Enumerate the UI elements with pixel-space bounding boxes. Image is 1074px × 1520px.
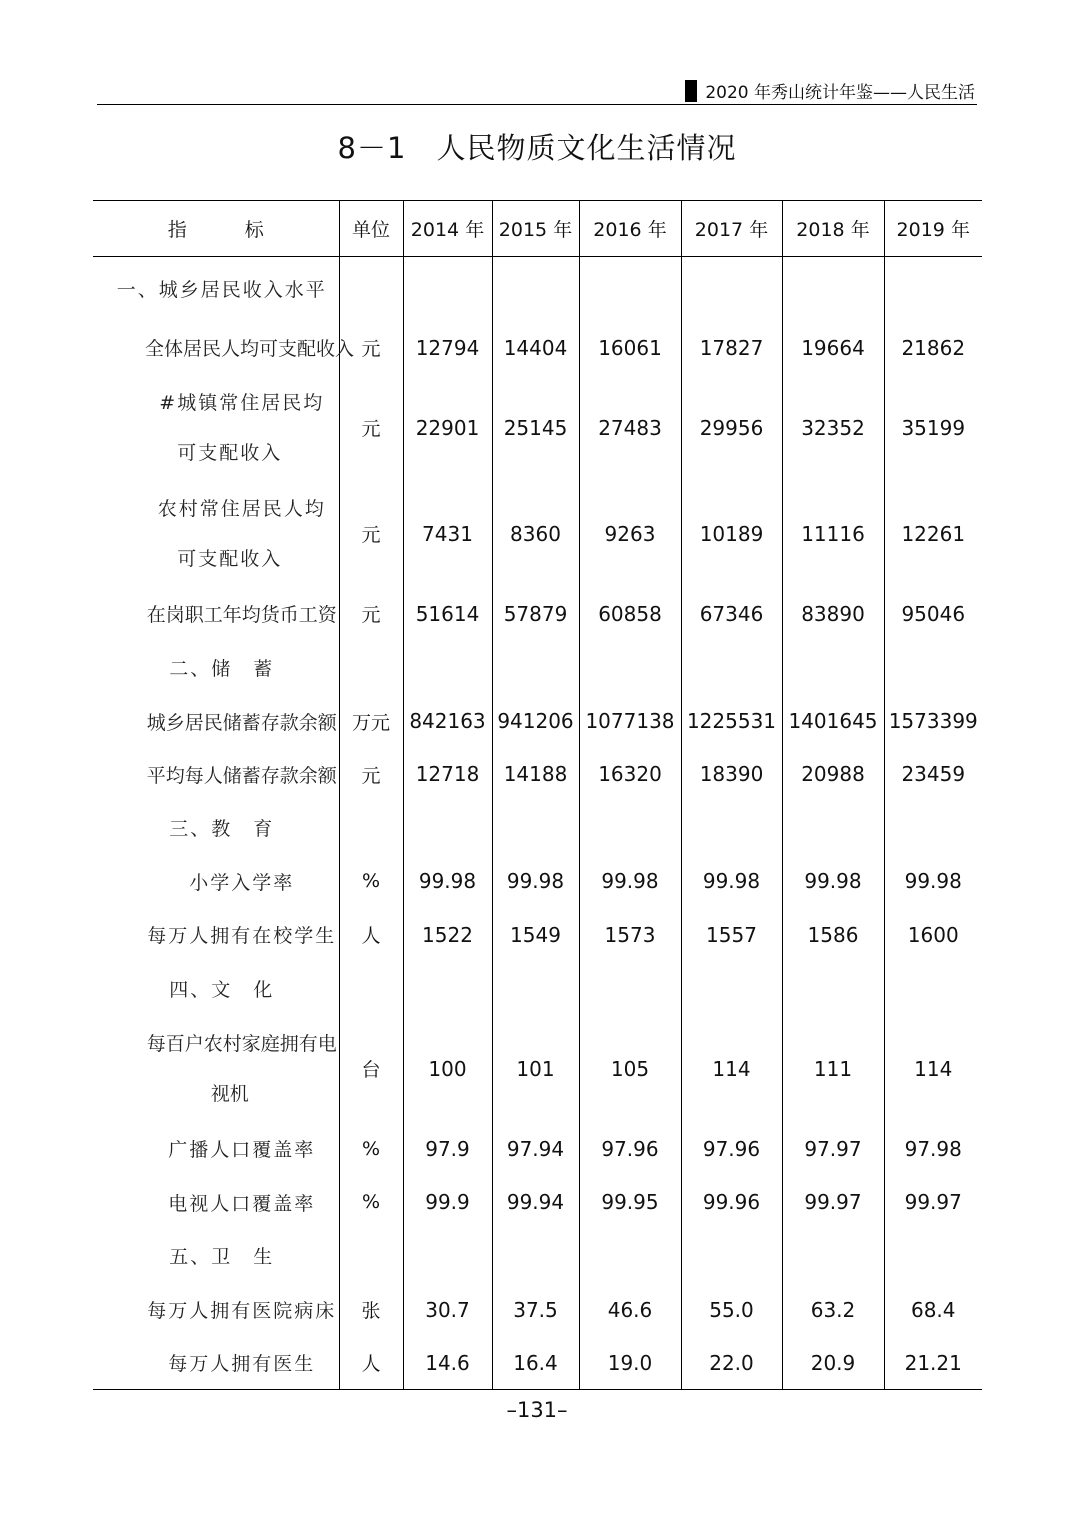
value-cell: 99.95 [579, 1176, 681, 1229]
data-table [93, 200, 982, 1390]
value-cell [782, 1229, 884, 1283]
value-cell [884, 1229, 982, 1283]
value-cell: 60858 [579, 587, 681, 641]
value-cell: 19.0 [579, 1337, 681, 1390]
unit-cell: 人 [339, 908, 403, 962]
value-cell: 99.98 [492, 855, 579, 908]
value-cell: 17827 [681, 321, 782, 375]
page-title: 8－1 人民物质文化生活情况 [337, 131, 737, 165]
section-label: 一、城乡居民收入水平 [116, 279, 327, 302]
value-cell: 35199 [884, 375, 982, 481]
value-cell [492, 257, 579, 321]
value-cell: 12794 [403, 321, 492, 375]
value-cell: 99.97 [884, 1176, 982, 1229]
value-cell: 1557 [681, 908, 782, 962]
indicator-label-line2: 可支配收入 [177, 547, 283, 570]
value-cell: 23459 [884, 748, 982, 801]
value-cell: 57879 [492, 587, 579, 641]
value-cell: 1077138 [579, 695, 681, 748]
value-cell: 99.96 [681, 1176, 782, 1229]
value-cell: 27483 [579, 375, 681, 481]
value-cell: 99.98 [884, 855, 982, 908]
table-row-section [93, 801, 982, 855]
value-cell: 51614 [403, 587, 492, 641]
header-year-2019: 2019 年 [884, 201, 982, 257]
value-cell: 14.6 [403, 1337, 492, 1390]
section-label: 五、卫 生 [169, 1246, 275, 1268]
value-cell: 97.97 [782, 1122, 884, 1176]
indicator-label: 在岗职工年均货币工资 [146, 604, 337, 626]
value-cell [884, 641, 982, 695]
indicator-label-line2: 可支配收入 [177, 441, 283, 464]
value-cell: 12261 [884, 481, 982, 587]
value-cell [492, 641, 579, 695]
value-cell [681, 801, 782, 855]
value-cell [884, 257, 982, 321]
value-cell [403, 1229, 492, 1283]
indicator-label: 广播人口覆盖率 [168, 1139, 316, 1161]
indicator-label: 小学入学率 [189, 871, 295, 894]
section-label: 三、教 育 [169, 818, 275, 840]
table-row [93, 748, 982, 801]
value-cell: 16061 [579, 321, 681, 375]
indicator-label: 每万人拥有医生 [93, 1337, 339, 1390]
value-cell [492, 801, 579, 855]
value-cell: 14188 [492, 748, 579, 801]
unit-cell: % [339, 1122, 403, 1176]
value-cell: 95046 [884, 587, 982, 641]
value-cell: 12718 [403, 748, 492, 801]
table-row [93, 1176, 982, 1229]
header-year-2017: 2017 年 [681, 201, 782, 257]
unit-cell [339, 801, 403, 855]
value-cell: 83890 [782, 587, 884, 641]
value-cell: 25145 [492, 375, 579, 481]
value-cell: 97.96 [579, 1122, 681, 1176]
unit-cell: 元 [339, 481, 403, 587]
value-cell: 29956 [681, 375, 782, 481]
value-cell: 114 [681, 1016, 782, 1122]
value-cell: 7431 [403, 481, 492, 587]
header-indicator: 指标 [93, 201, 339, 257]
indicator-label: 每万人拥有医院病床 [147, 1300, 337, 1322]
section-label: 四、文 化 [169, 979, 275, 1001]
value-cell: 8360 [492, 481, 579, 587]
indicator-label [93, 375, 339, 481]
unit-cell: % [339, 1176, 403, 1229]
value-cell: 9263 [579, 481, 681, 587]
indicator-label-line1: 每百户农村家庭拥有电 [146, 1032, 337, 1055]
value-cell: 99.98 [403, 855, 492, 908]
running-header-text [685, 78, 975, 103]
unit-cell: 元 [339, 321, 403, 375]
value-cell [579, 801, 681, 855]
value-cell: 10189 [681, 481, 782, 587]
value-cell [884, 801, 982, 855]
value-cell: 46.6 [579, 1283, 681, 1337]
value-cell: 1573399 [884, 695, 982, 748]
value-cell: 1225531 [681, 695, 782, 748]
unit-cell: 万元 [339, 695, 403, 748]
value-cell: 100 [403, 1016, 492, 1122]
indicator-label-line1: #城镇常住居民均 [159, 391, 325, 414]
value-cell: 99.9 [403, 1176, 492, 1229]
value-cell: 16.4 [492, 1337, 579, 1390]
unit-cell [339, 257, 403, 321]
value-cell [492, 1229, 579, 1283]
header-year-2014: 2014 年 [403, 201, 492, 257]
value-cell: 68.4 [884, 1283, 982, 1337]
table-header-row [93, 201, 982, 257]
value-cell [681, 641, 782, 695]
value-cell [403, 962, 492, 1016]
value-cell: 19664 [782, 321, 884, 375]
unit-cell: % [339, 855, 403, 908]
value-cell [681, 962, 782, 1016]
value-cell: 30.7 [403, 1283, 492, 1337]
table-row [93, 1337, 982, 1390]
value-cell: 14404 [492, 321, 579, 375]
value-cell: 99.98 [579, 855, 681, 908]
table-row [93, 587, 982, 641]
value-cell: 1586 [782, 908, 884, 962]
value-cell: 11116 [782, 481, 884, 587]
value-cell: 97.94 [492, 1122, 579, 1176]
value-cell: 99.98 [782, 855, 884, 908]
value-cell [782, 257, 884, 321]
table-row-section [93, 641, 982, 695]
header-bar-mark [685, 80, 697, 102]
value-cell: 20988 [782, 748, 884, 801]
value-cell: 22901 [403, 375, 492, 481]
table-row [93, 481, 982, 587]
unit-cell: 元 [339, 587, 403, 641]
value-cell: 1549 [492, 908, 579, 962]
value-cell: 97.9 [403, 1122, 492, 1176]
value-cell: 20.9 [782, 1337, 884, 1390]
table-row [93, 375, 982, 481]
value-cell: 1401645 [782, 695, 884, 748]
value-cell [884, 962, 982, 1016]
value-cell: 111 [782, 1016, 884, 1122]
indicator-label: 全体居民人均可支配收入 [145, 338, 355, 360]
value-cell [403, 801, 492, 855]
indicator-label-line1: 农村常住居民人均 [157, 497, 326, 520]
value-cell: 941206 [492, 695, 579, 748]
table-row [93, 855, 982, 908]
section-label: 二、储 蓄 [169, 658, 275, 680]
header-year-2016: 2016 年 [579, 201, 681, 257]
value-cell [403, 257, 492, 321]
value-cell [579, 257, 681, 321]
value-cell: 97.96 [681, 1122, 782, 1176]
header-unit: 单位 [339, 201, 403, 257]
table-row-section [93, 962, 982, 1016]
value-cell [782, 962, 884, 1016]
value-cell: 101 [492, 1016, 579, 1122]
unit-cell: 元 [339, 748, 403, 801]
value-cell [782, 641, 884, 695]
table-row [93, 908, 982, 962]
value-cell [782, 801, 884, 855]
page-number: –131– [506, 1398, 568, 1422]
indicator-label: 每万人拥有在校学生 [147, 925, 337, 947]
value-cell [681, 257, 782, 321]
value-cell: 1522 [403, 908, 492, 962]
value-cell: 105 [579, 1016, 681, 1122]
unit-cell: 张 [339, 1283, 403, 1337]
unit-cell [339, 641, 403, 695]
value-cell: 21862 [884, 321, 982, 375]
indicator-label [93, 1016, 339, 1122]
value-cell: 21.21 [884, 1337, 982, 1390]
indicator-label: 电视人口覆盖率 [168, 1192, 316, 1215]
header-year-2018: 2018 年 [782, 201, 884, 257]
value-cell: 1573 [579, 908, 681, 962]
table-row-section [93, 1229, 982, 1283]
indicator-label-line2: 视机 [210, 1082, 249, 1105]
value-cell [681, 1229, 782, 1283]
indicator-label [93, 481, 339, 587]
value-cell: 16320 [579, 748, 681, 801]
value-cell: 99.98 [681, 855, 782, 908]
value-cell [403, 641, 492, 695]
value-cell: 67346 [681, 587, 782, 641]
value-cell [579, 641, 681, 695]
table-row [93, 321, 982, 375]
table-row [93, 1122, 982, 1176]
value-cell: 18390 [681, 748, 782, 801]
table-row [93, 1283, 982, 1337]
running-header-label: 2020 年秀山统计年鉴——人民生活 [705, 83, 975, 103]
table-row-section [93, 257, 982, 321]
value-cell: 32352 [782, 375, 884, 481]
value-cell [492, 962, 579, 1016]
unit-cell: 台 [339, 1016, 403, 1122]
value-cell: 1600 [884, 908, 982, 962]
running-header [97, 74, 977, 105]
value-cell: 22.0 [681, 1337, 782, 1390]
value-cell: 63.2 [782, 1283, 884, 1337]
indicator-label: 城乡居民储蓄存款余额 [146, 711, 337, 734]
value-cell: 97.98 [884, 1122, 982, 1176]
value-cell [579, 962, 681, 1016]
header-year-2015: 2015 年 [492, 201, 579, 257]
value-cell: 99.97 [782, 1176, 884, 1229]
table-row [93, 1016, 982, 1122]
value-cell: 842163 [403, 695, 492, 748]
value-cell [579, 1229, 681, 1283]
value-cell: 99.94 [492, 1176, 579, 1229]
unit-cell [339, 1229, 403, 1283]
value-cell: 37.5 [492, 1283, 579, 1337]
unit-cell [339, 962, 403, 1016]
value-cell: 55.0 [681, 1283, 782, 1337]
value-cell: 114 [884, 1016, 982, 1122]
unit-cell: 人 [339, 1337, 403, 1390]
indicator-label: 平均每人储蓄存款余额 [146, 764, 337, 787]
unit-cell: 元 [339, 375, 403, 481]
table-row [93, 695, 982, 748]
